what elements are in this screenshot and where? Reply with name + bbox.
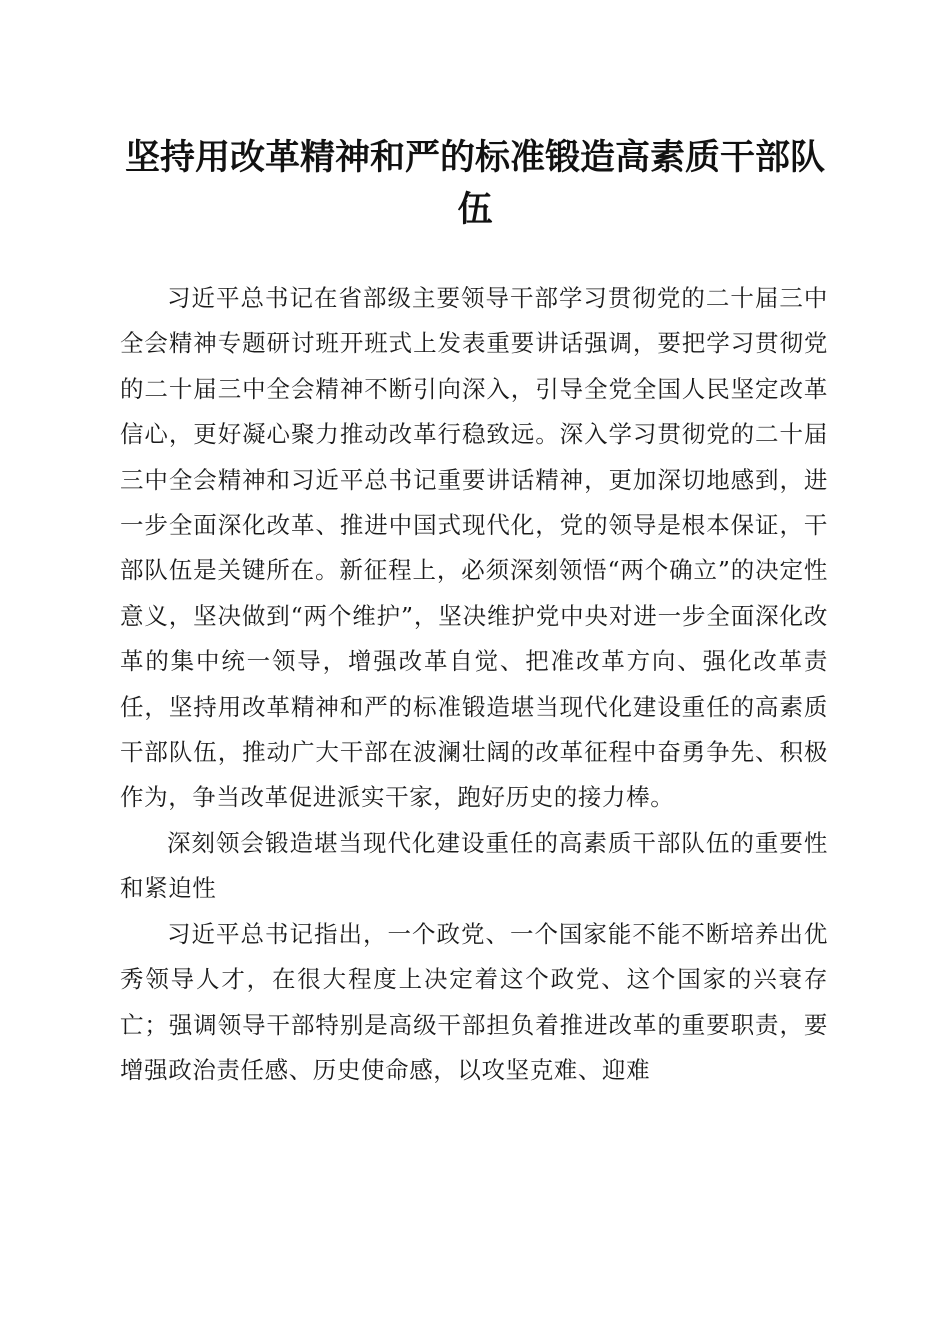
title-line-2: 伍 (457, 189, 493, 230)
paragraph-intro: 习近平总书记在省部级主要领导干部学习贯彻党的二十届三中全会精神专题研讨班开班式上发表重要讲话强调，要把学习贯彻党的二十届三中全会精神不断引向深入，引导全党全国人民坚定改革信心，更好凝心聚力推动改革行稳致远。深入学习贯彻党的二十届三中全会精神和习近平总书记重要讲话精神，更加深切地感到，进一步全面深化改革、推进中国式现代化，党的领导是根本保证，干部队伍是关键所在。新征程上，必须深刻领悟“两个确立”的决定性意义，坚决做到“两个维护”，坚决维护党中央对进一步全面深化改革的集中统一领导，增强改革自觉、把准改革方向、强化改革责任，坚持用改革精神和严的标准锻造堪当现代化建设重任的高素质干部队伍，推动广大干部在波澜壮阔的改革征程中奋勇争先、积极作为，争当改革促进派实干家，跑好历史的接力棒。 (120, 284, 828, 812)
section-heading: 深刻领会锻造堪当现代化建设重任的高素质干部队伍的重要性和紧迫性 (120, 828, 828, 903)
document-title (110, 132, 840, 236)
paragraph-section-1: 习近平总书记指出，一个政党、一个国家能不能不断培养出优秀领导人才，在很大程度上决定着这个政党、这个国家的兴衰存亡；强调领导干部特别是高级干部担负着推进改革的重要职责，要增强政治责任感、历史使命感，以攻坚克难、迎难 (120, 919, 828, 1084)
title-line-1: 坚持用改革精神和严的标准锻造高素质干部队 (124, 137, 825, 178)
document-body (120, 276, 828, 1093)
